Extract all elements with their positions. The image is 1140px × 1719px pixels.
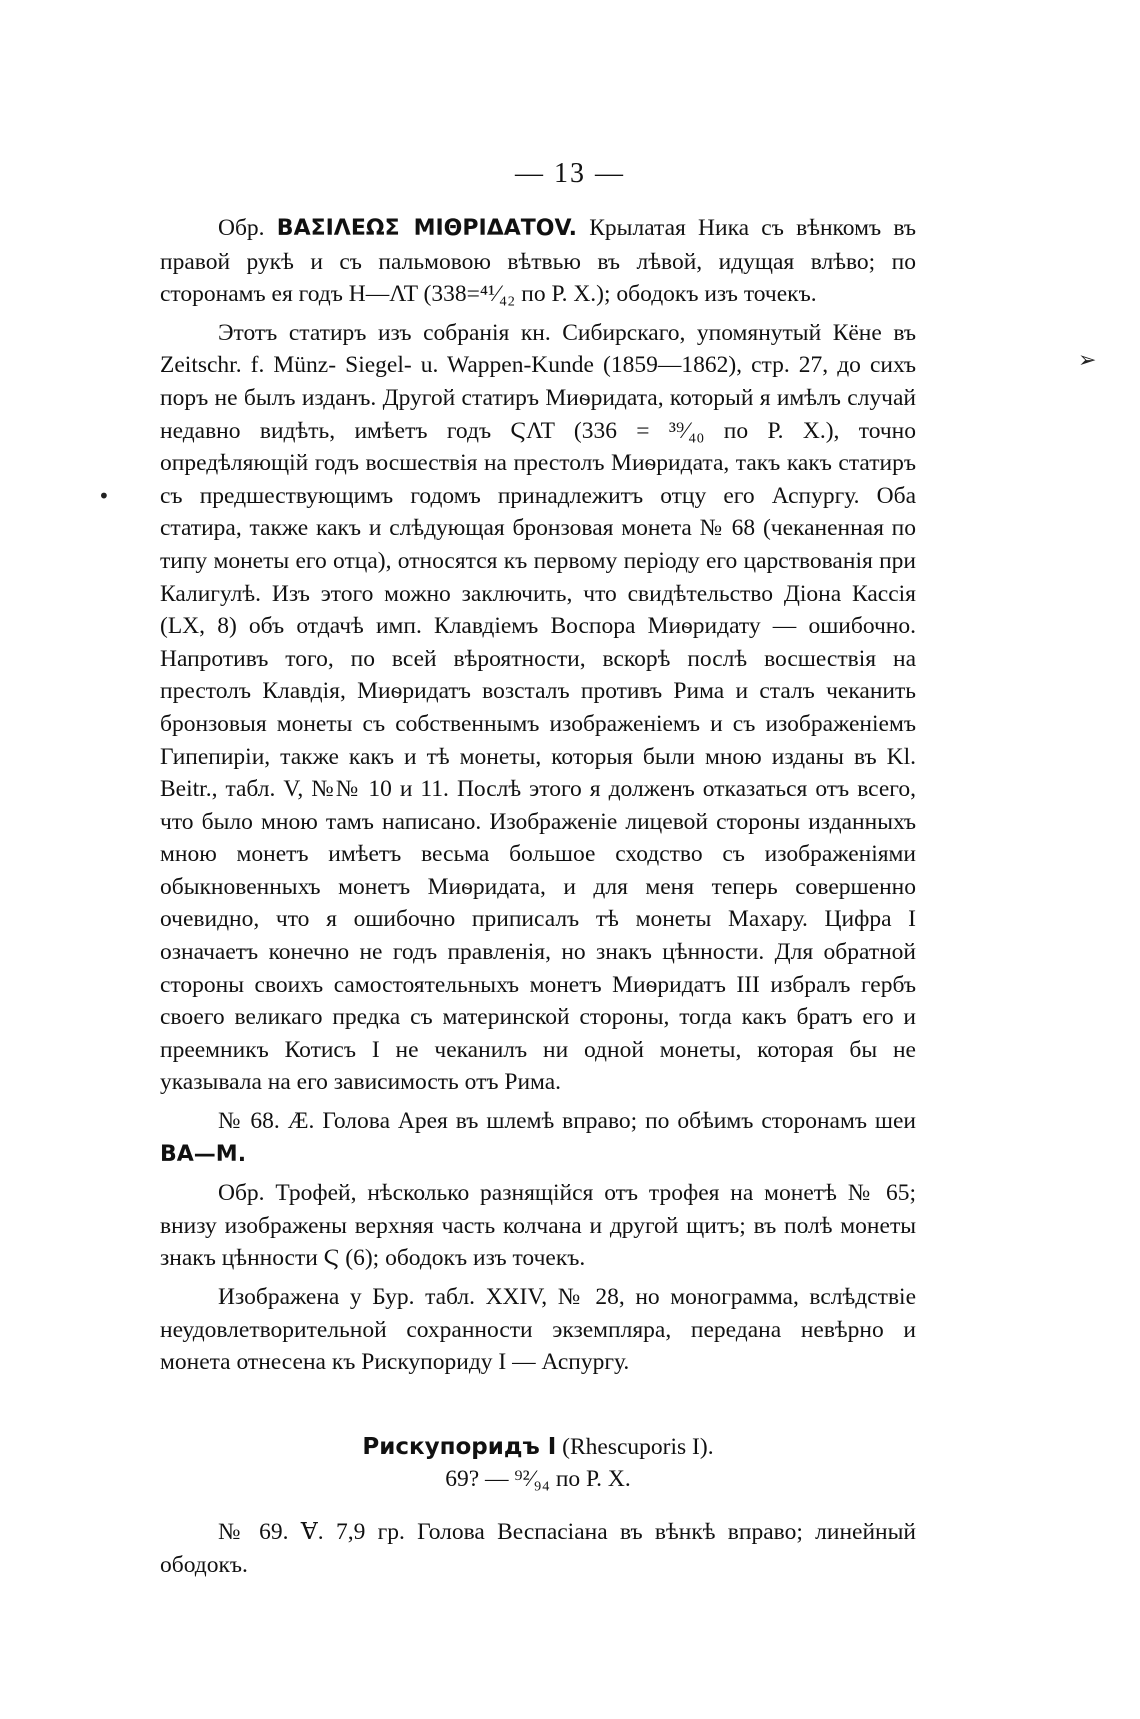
margin-arrow-icon: ➢ — [1078, 348, 1097, 373]
paragraph-coin-69: № 69. Ɐ. 7,9 гр. Голова Веспасіана въ вѣнкѣ вправо; линейный ободокъ. — [160, 1518, 916, 1578]
obverse-prefix: Обр. — [218, 215, 265, 241]
greek-legend: ΒΑΣΙΛΕΩΣ ΜΙΘΡΙΔΑΤΟV. — [276, 216, 578, 241]
obverse-description: Крылатая Ника съ вѣнкомъ въ правой рукѣ и съ пальмовою вѣтвью въ лѣвой, идущая влѣво; по сторонамъ ея годъ Η—ΛΤ (338=⁴¹⁄₄₂ по Р. Х.); ободокъ изъ точекъ. — [160, 215, 917, 308]
coin-68-prefix: № 68. Æ. — [218, 1108, 315, 1135]
ruler-dates: 69? — ⁹²⁄₉₄ по Р. Х. — [445, 1466, 631, 1493]
coin-68-description: Голова Арея въ шлемѣ вправо; по обѣимъ сторонамъ шеи — [322, 1108, 916, 1135]
coin-68-legend: ΒΑ—Μ. — [160, 1141, 247, 1167]
paragraph-coin-68 — [160, 1105, 916, 1171]
page-number: — 13 — — [515, 158, 625, 189]
paragraph-commentary: Этотъ статиръ изъ собранія кн. Сибирскаго, упомянутый Кёне въ Zeitschr. f. Münz- Siegel- u. Wappen-Kunde (1859—1862), стр. 27, до сихъ поръ не былъ изданъ. Другой статиръ Миѳридата, который я имѣлъ случай недавно видѣть, имѣетъ годъ ϚΛΤ (336 = ³⁹⁄₄₀ по Р. Х.), точно опредѣляющій годъ восшествія на престолъ Миѳридата, такъ какъ статиръ съ предшествующимъ годомъ принадлежитъ отцу его Аспургу. Оба статира, также какъ и слѣдующая бронзовая монета № 68 (чеканенная по типу монеты его отца), относятся къ первому періоду его царствованія при Калигулѣ. Изъ этого можно заключить, что свидѣтельство Діона Кассія (LX, 8) объ отдачѣ имп. Клавдіемъ Воспора Миѳридату — ошибочно. Напротивъ того, по всей вѣроятности, вскорѣ послѣ восшествія на престолъ Клавдія, Миѳридатъ возсталъ противъ Рима и сталъ чеканить бронзовыя монеты съ собственнымъ изображеніемъ и съ изображеніемъ Гипепиріи, также какъ и тѣ монеты, которыя были мною изданы въ Kl. Beitr., табл. V, №№ 10 и 11. Послѣ этого я долженъ отказаться отъ всего, что было мною тамъ написано. Изображеніе лицевой стороны изданныхъ мною монетъ имѣетъ весьма большое сходство съ изображеніями обыкновенныхъ монетъ Миѳридата, и для меня теперь совершенно очевидно, что я ошибочно приписалъ тѣ монеты Махару. Цифра Ι означаетъ конечно не годъ правленія, но знакъ цѣнности. Для обратной стороны своихъ самостоятельныхъ монетъ Миѳридатъ III избралъ гербъ своего великаго предка съ материнской стороны, тогда какъ братъ его и преемникъ Котисъ I не чеканилъ ни одной монеты, которая бы не указывала на его зависимость отъ Рима. — [160, 319, 916, 1096]
paragraph-obverse — [160, 212, 916, 311]
paragraph-reverse-68: Обр. Трофей, нѣсколько разнящійся отъ трофея на монетѣ № 65; внизу изображены верхняя часть колчана и другой щитъ; въ полѣ монеты знакъ цѣнности Ϛ (6); ободокъ изъ точекъ. — [160, 1180, 916, 1272]
ruler-name: Рискупоридъ I — [362, 1433, 557, 1460]
margin-dot-icon: • — [98, 484, 110, 508]
paragraph-reference: Изображена у Бур. табл. XXIV, № 28, но монограмма, вслѣдствіе неудовлетворительной сохранности экземпляра, передана невѣрно и монета отнесена къ Рискупориду I — Аспургу. — [160, 1284, 916, 1376]
ruler-heading — [160, 1431, 916, 1464]
body-text — [160, 212, 916, 1587]
ruler-latin-name: (Rhescuporis I). — [562, 1433, 714, 1460]
